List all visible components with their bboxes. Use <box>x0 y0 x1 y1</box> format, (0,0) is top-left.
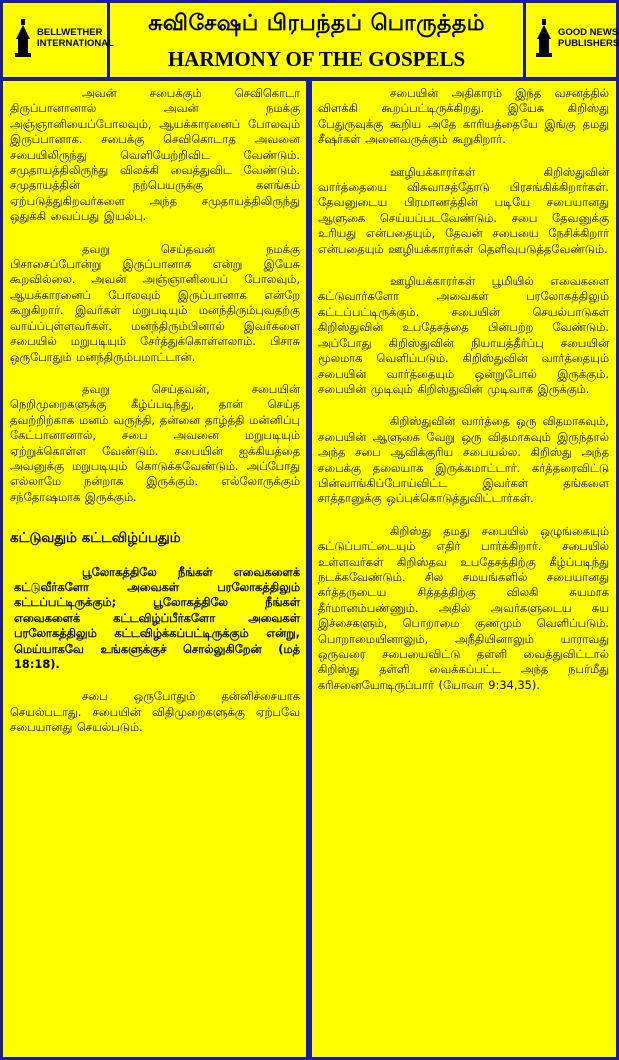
left-paragraph-2: தவறு செய்தவன் நமக்கு பிசாசைப்போன்று இருப்பானாக என்று இயேசு கூறவில்லை. அவன் அஞ்ஞானியைப் போலவும், ஆயக்காரனைப் போலவும் இருப்பானாக என்றே கூறுகிறார். இவர்கள் மறுபடியும் மனந்திரும்புவதற்கு வாய்ப்புள்ளவர்கள். மனந்திரும்பினால் இவர்களை சபையில் மறுபடியும் சேர்த்துக்கொள்ளலாம். பிசாசு ஒருபோதும் மனந்திரும்பமாட்டான். <box>10 241 300 364</box>
left-logo-line1: BELLWETHER <box>37 27 103 38</box>
left-logo-line2: INTERNATIONAL <box>37 38 114 49</box>
right-paragraph-1: சபையின் அதிகாரம் இந்த வசனத்தில் விளக்கி கூறப்பட்டிருக்கிறது. இயேசு கிறிஸ்து பேதுருவுக்கு கூறிய அதே காரியத்தையே இங்கு தமது சீஷர்கள் அனைவருக்கும் கூறுகிறார். <box>318 86 609 147</box>
left-paragraph-3: தவறு செய்தவன், சபையின் நெறிமுறைகளுக்கு கீழ்ப்படிந்து, தான் செய்த தவற்றிற்காக மனம் வருந்தி, தன்னை தாழ்த்தி மன்னிப்பு கேட்பானானால், சபை அவனை மறுபடியும் ஏற்றுக்கொள்ள வேண்டும். சபையின் ஐக்கியத்தை அவனுக்கு மறுபடியும் கொடுக்கவேண்டும். அப்போது எல்லாமே நன்றாக இருக்கும். எல்லோருக்கும் சந்தோஷமாக இருக்கும். <box>10 381 300 504</box>
scripture-quote: பூலோகத்திலே நீங்கள் எவைகளைக் கட்டுவீர்களோ அவைகள் பரலோகத்திலும் கட்டப்பட்டிருக்கும்; பூலோகத்திலே நீங்கள் எவைகளைக் கட்டவிழ்ப்பீர்களோ அவைகள் பரலோகத்திலும் கட்டவிழ்க்கப்பட்டிருக்கும் என்று, மெய்யாகவே உங்களுக்குச் சொல்லுகிறேன் (மத் 18:18). <box>14 564 300 671</box>
left-final-paragraph: சபை ஒருபோதும் தன்னிச்சையாக செயல்படாது. சபையின் விதிமுறைகளுக்கு ஏற்பவே சபையானது செயல்படும். <box>10 689 300 735</box>
right-paragraph-4: கிறிஸ்துவின் வார்த்தை ஒரு விதமாகவும், சபையின் ஆளுகை வேறு ஒரு விதமாகவும் இருந்தால் அந்த சபை ஆவிக்குரிய சபையல்ல. கிறிஸ்து அந்த சபைக்கு தலையாக இருக்கமாட்டார். கர்த்தரைவிட்டு பின்வாங்கிப்போய்விட்ட இவர்கள் தங்களை சாத்தானுக்கு ஒப்புக்கொடுத்துவிட்டார்கள். <box>318 414 609 506</box>
right-logo-line1: GOOD NEWS <box>558 27 619 38</box>
right-paragraph-2: ஊழியக்காரர்கள் கிறிஸ்துவின் வார்த்தையை விசுவாசத்தோடு பிரசங்கிக்கிறார்கள். தேவனுடைய பிரமாணத்தின் படியே சபையானது ஆளுகை செய்யப்படவேண்டும். சபை தேவனுக்கு உரியது என்பதையும், தேவன் சபையை நேசிக்கிறார் என்பதையும் ஊழியக்காரர்கள் தெளிவுபடுத்தவேண்டும். <box>318 164 609 256</box>
right-column <box>318 86 609 710</box>
title-box <box>110 3 526 77</box>
page-title-tamil: சுவிசேஷப் பிரபந்தப் பொருத்தம் <box>148 11 485 36</box>
right-logo-box <box>526 3 619 77</box>
right-paragraph-5: கிறிஸ்து தமது சபையில் ஒழுங்கையும் கட்டுப்பாட்டையும் எதிர் பார்க்கிறார். சபையில் உள்ளவர்கள் கிறிஸ்தவ உபதேசத்திற்கு கீழ்ப்படிந்து நடக்கவேண்டும். சில சமயங்களில் சபையானது கர்த்தருடைய சித்தத்திற்கு விலகி சுயமாக தீர்மானம்பண்ணும். அதில் அவர்களுடைய சுய இச்சைகளும், பொறாமை குணமும் வெளிப்படும். பொறாமையினாலும், அநீதியினாலும் யாராவது ஒருவரை சபையைவிட்டு தள்ளி வைத்துவிட்டால் கிறிஸ்து தள்ளி வைக்கப்பட்ட அந்த நபர்மீது கரிசனையோடிருப்பார் (யோவா 9:34,35). <box>318 523 609 692</box>
good-news-logo <box>534 17 619 59</box>
left-column <box>10 86 300 753</box>
left-logo-box <box>3 3 114 77</box>
bellwether-logo-icon <box>13 17 33 59</box>
right-logo-line2: PUBLISHERS <box>558 38 619 49</box>
good-news-logo-icon <box>534 17 554 59</box>
column-divider <box>306 81 312 1060</box>
left-paragraph-1: அவன் சபைக்கும் செவிகொடா திருப்பானானால் அவன் நமக்கு அஞ்ஞானியைப்போலவும், ஆயக்காரனைப் போலவும் இருப்பானாக. சபைக்கு செவிகொடாத அவனை சபையிலிருந்து வெளியேற்றிவிட வேண்டும். சமுதாயத்திலிருந்து விலக்கி வைத்துவிட வேண்டும். சமுதாயத்தின் நற்பெயருக்கு களங்கம் ஏற்படுத்துகிறவர்களை அந்த சமுதாயத்திலிருந்து ஒதுக்கி வைப்பது இயல்பு. <box>10 86 300 224</box>
bellwether-logo <box>13 17 114 59</box>
section-heading: கட்டுவதும் கட்டவிழ்ப்பதும் <box>10 530 181 547</box>
right-paragraph-3: ஊழியக்காரர்கள் பூமியில் எவைகளை கட்டுவார்களோ அவைகள் பரலோகத்திலும் கட்டப்பட்டிருக்கும். சபையின் செயல்பாடுகள் கிறிஸ்துவின் உபதேசத்தை பின்பற்ற வேண்டும். அப்போது கிறிஸ்துவின் நியாயத்தீர்ப்பு சபையின் மூலமாக வெளிப்படும். கிறிஸ்துவின் வார்த்தையும் சபையின் வார்த்தையும் ஒன்றுபோல் இருக்கும். சபையின் முடிவும் கிறிஸ்துவின் முடிவாக இருக்கும். <box>318 274 609 396</box>
page-title-english: HARMONY OF THE GOSPELS <box>167 47 466 71</box>
page-header <box>3 3 619 77</box>
